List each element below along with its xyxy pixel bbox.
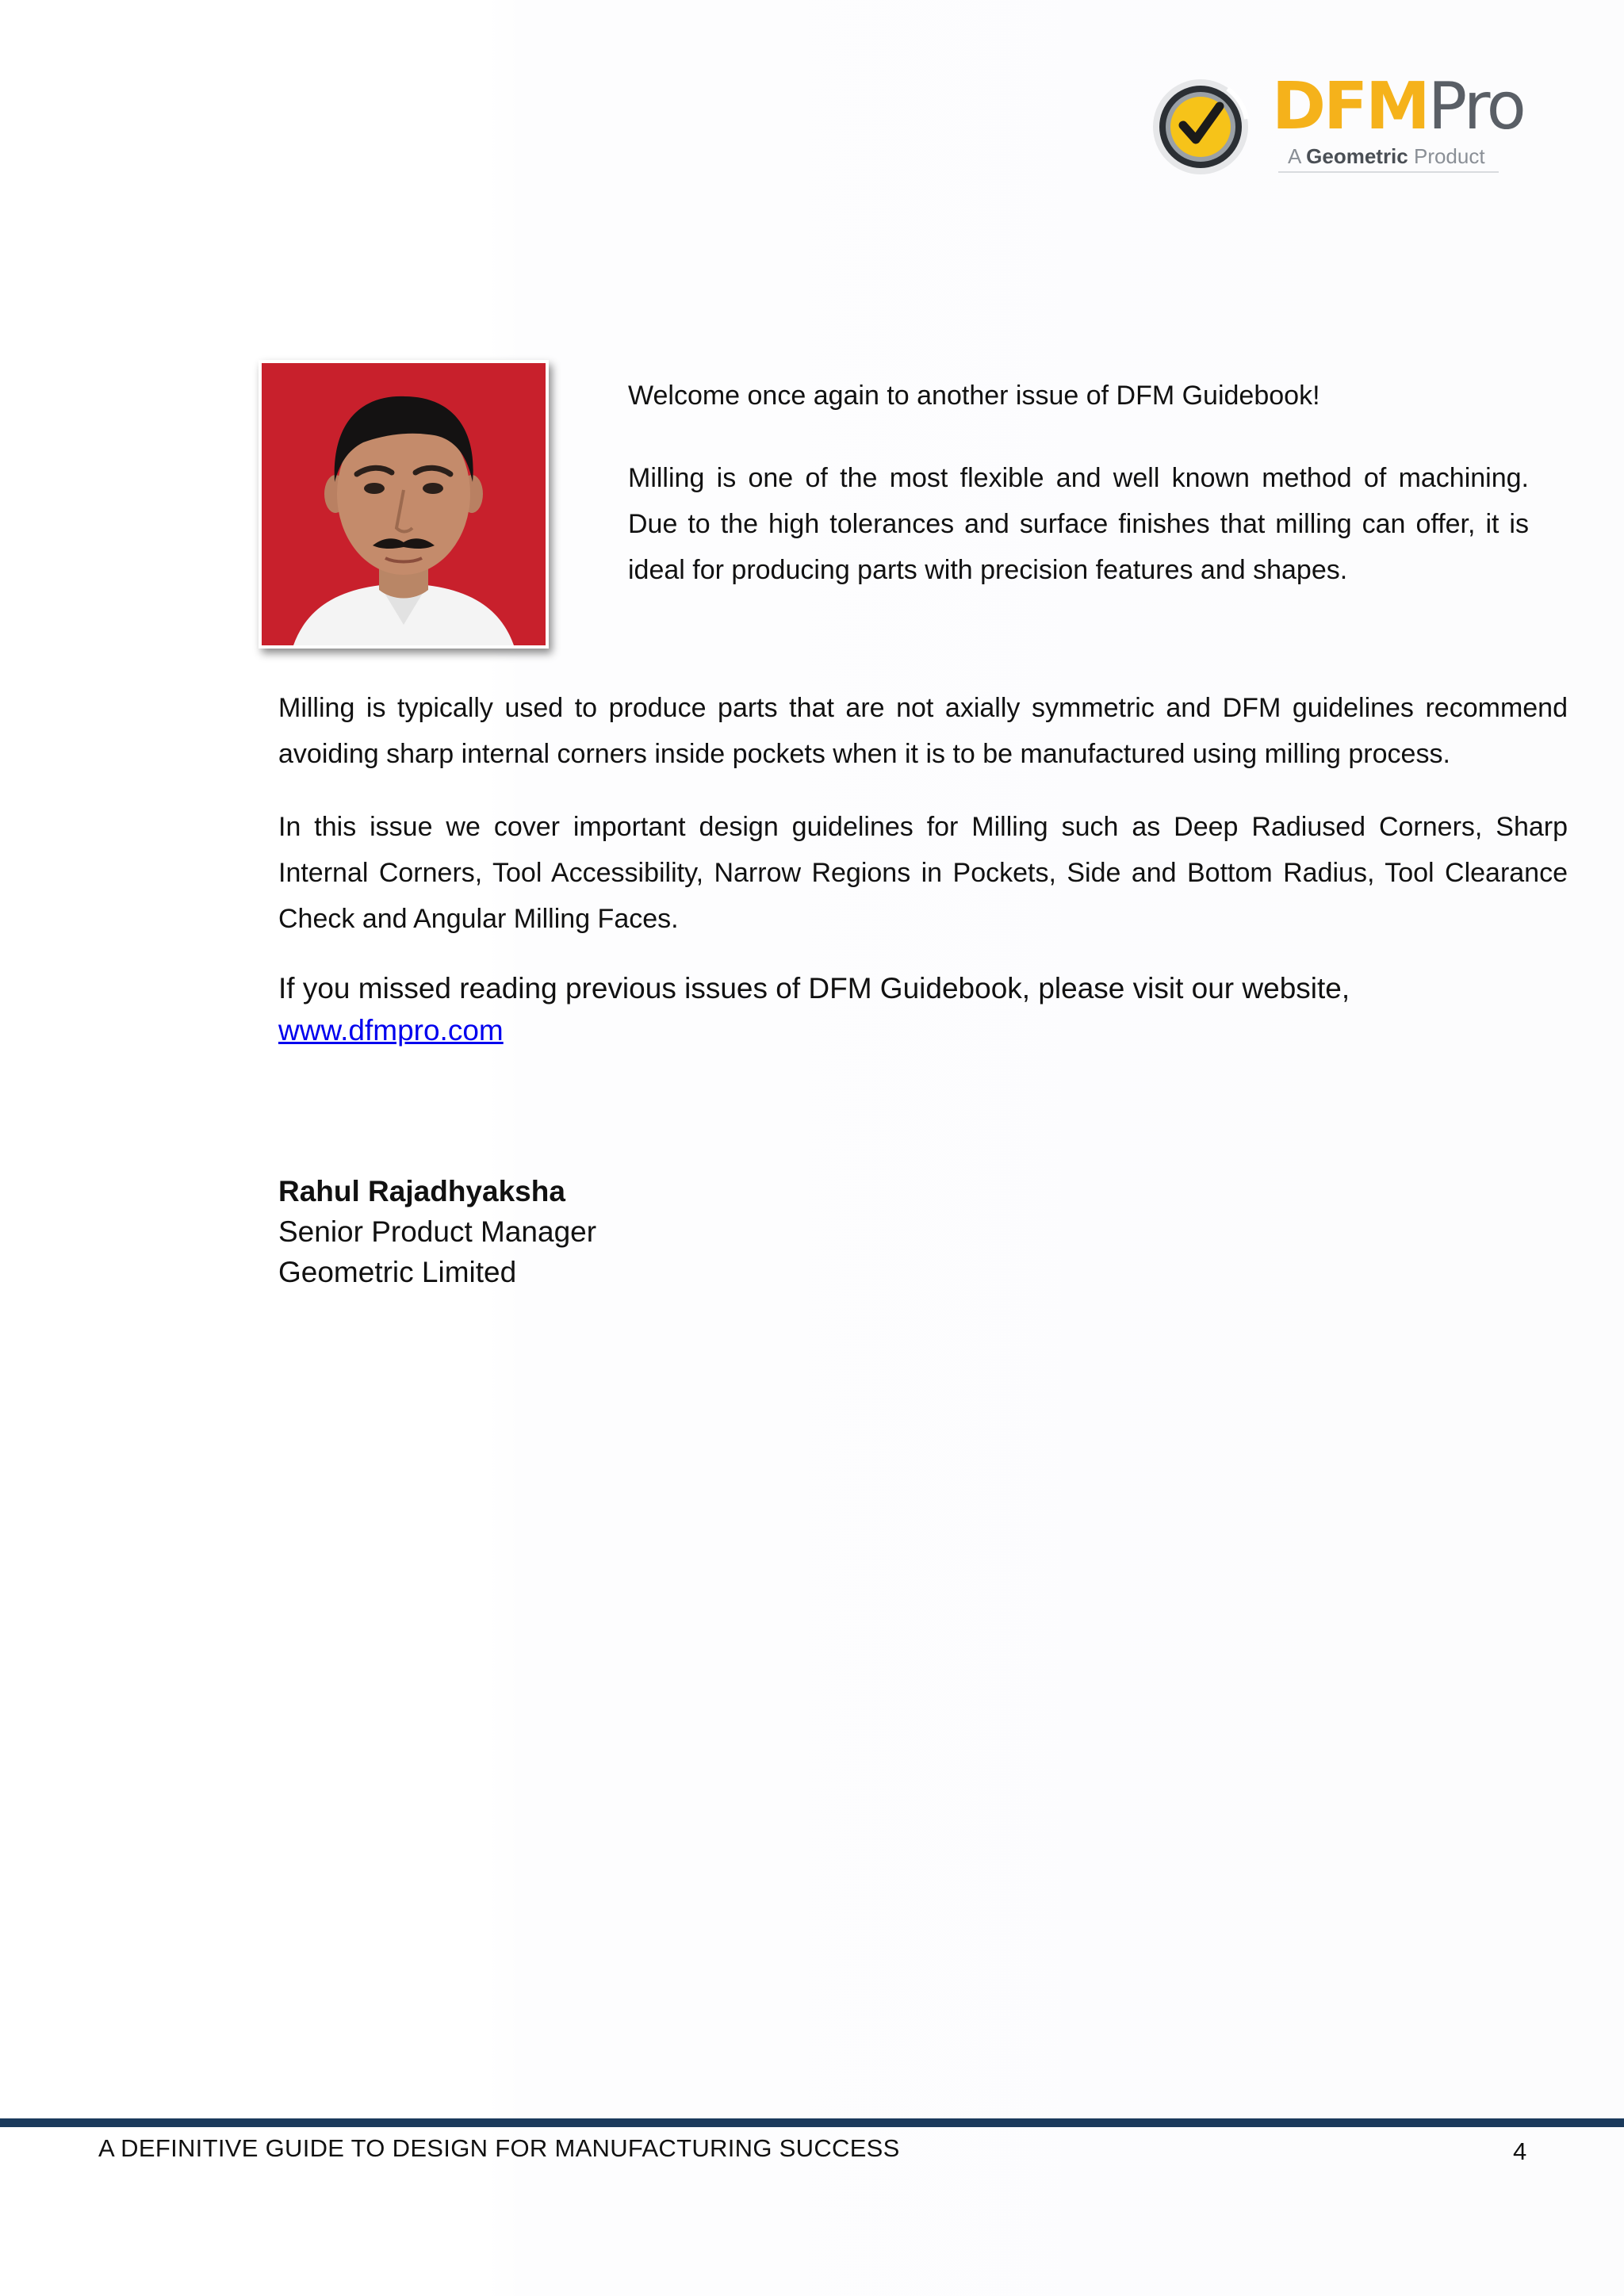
dfmpro-logo <box>1151 67 1524 186</box>
tagline-prefix: A <box>1288 144 1307 168</box>
previous-issues-paragraph: If you missed reading previous issues of DFM Guidebook, please visit our website, <box>278 972 1350 1004</box>
logo-wordmark <box>1272 69 1524 144</box>
checkmark-logo-icon <box>1151 70 1253 181</box>
tagline-bold: Geometric <box>1306 144 1408 168</box>
logo-tagline <box>1288 144 1485 169</box>
footer-rule <box>0 2118 1624 2127</box>
intro-section <box>628 373 1529 593</box>
milling-usage-paragraph: Milling is typically used to produce parts that are not axially symmetric and DFM guidelines recommend avoiding sharp internal corners inside pockets when it is to be manufactured using milling process. <box>278 693 1568 769</box>
logo-dfm-text: DFM <box>1272 69 1428 144</box>
page-number: 4 <box>1513 2137 1527 2165</box>
guidelines-paragraph: In this issue we cover important design guidelines for Milling such as Deep Radiused Corners, Sharp Internal Corners, Tool Accessibility, Narrow Regions in Pockets, Side and Bottom Radius, Tool Clearance Check and Angular Milling Faces. <box>278 812 1568 934</box>
signature-title: Senior Product Manager <box>278 1215 597 1248</box>
intro-milling-paragraph: Milling is one of the most flexible and well known method of machining. Due to the high tolerances and surface finishes that milling can offer, it is ideal for producing parts with precision features and shapes. <box>628 463 1529 585</box>
author-photo <box>259 360 549 649</box>
portrait-photo-icon <box>262 363 546 645</box>
logo-pro-text: Pro <box>1427 69 1524 144</box>
website-link[interactable]: www.dfmpro.com <box>278 1014 504 1047</box>
signature-name: Rahul Rajadhyaksha <box>278 1175 565 1207</box>
body-section <box>278 685 1568 1054</box>
footer-text: A DEFINITIVE GUIDE TO DESIGN FOR MANUFACTURING SUCCESS <box>98 2134 900 2162</box>
signature-company: Geometric Limited <box>278 1256 517 1288</box>
intro-welcome: Welcome once again to another issue of DFM Guidebook! <box>628 381 1320 411</box>
logo-underline <box>1278 171 1499 173</box>
signature-block <box>278 1171 596 1292</box>
tagline-suffix: Product <box>1408 144 1485 168</box>
